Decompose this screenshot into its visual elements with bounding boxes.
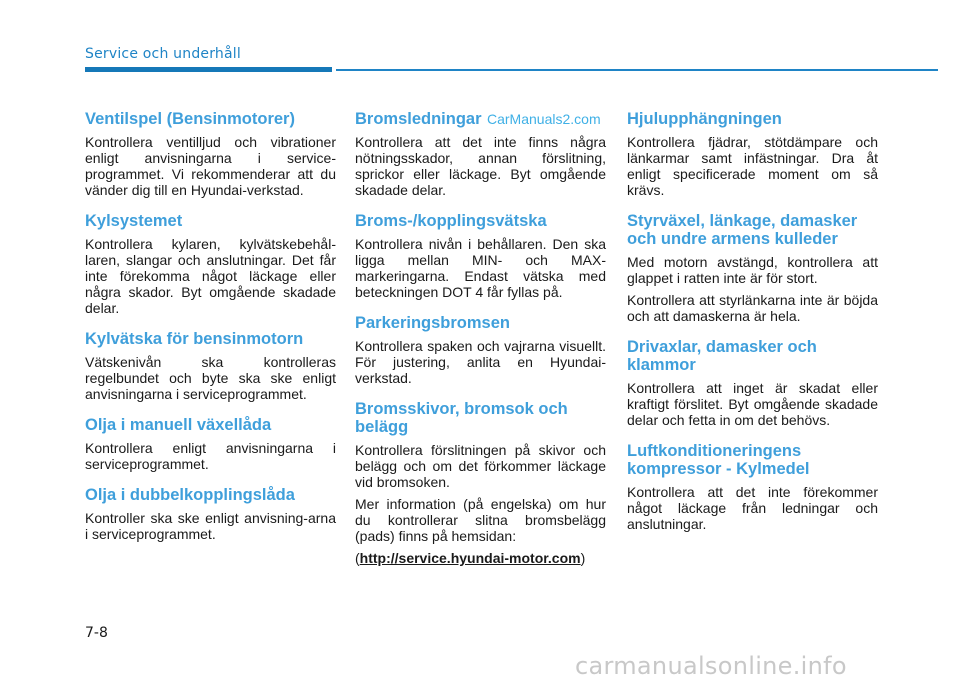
page-number: 7-8 (85, 625, 108, 641)
section-heading: Bromsledningar (355, 110, 482, 128)
section-heading: Olja i manuell växellåda (85, 416, 272, 434)
section-ventilspel (85, 110, 336, 198)
section-text: Kontrollera att det inte finns några nötningsskador, annan förslitning, sprickor eller läckage. Byt omgående skadade delar. (355, 134, 606, 198)
section-heading: Luftkonditioneringens kompressor - Kylmedel (627, 442, 810, 478)
section-manuell-vaxellada (85, 416, 336, 472)
section-kylvatska (85, 330, 336, 402)
service-link[interactable]: http://service.hyundai-motor.com (359, 550, 581, 566)
section-kylsystemet (85, 212, 336, 316)
section-heading: Parkeringsbromsen (355, 314, 510, 332)
section-title: Service och underhåll (85, 46, 241, 62)
section-text: Med motorn avstängd, kontrollera att glappet i ratten inte är för stort. (627, 254, 878, 286)
section-heading: Ventilspel (Bensinmotorer) (85, 110, 295, 128)
section-hjulupphangningen (627, 110, 878, 198)
section-text: Kontrollera att styrlänkarna inte är böjda och att damaskerna är hela. (627, 292, 878, 324)
section-text: Kontrollera enligt anvisningarna i serviceprogrammet. (85, 440, 336, 472)
section-text: Kontrollera förslitningen på skivor och belägg och om det förkommer läckage vid bromsoken. (355, 442, 606, 490)
section-bromsskivor (355, 400, 606, 566)
section-text: Kontrollera fjädrar, stötdämpare och länkarmar samt infästningar. Dra åt enligt specificerade moment om så krävs. (627, 134, 878, 198)
section-heading: Bromsskivor, bromsok och belägg (355, 400, 568, 436)
section-dubbelkopplingslada (85, 486, 336, 542)
column-1 (85, 110, 336, 556)
section-text: Kontrollera att det inte förekommer något läckage från ledningar och anslutningar. (627, 484, 878, 532)
section-styrvaxel (627, 212, 878, 324)
section-heading: Olja i dubbelkopplingslåda (85, 486, 295, 504)
header-bar-accent (85, 67, 332, 72)
section-heading: Hjulupphängningen (627, 110, 782, 128)
section-text: Mer information (på engelska) om hur du kontrollerar slitna bromsbelägg (pads) finns på hemsidan: (355, 496, 606, 544)
section-luftkonditionering (627, 442, 878, 532)
link-line (355, 550, 606, 566)
section-text: Kontrollera att inget är skadat eller kraftigt förslitet. Byt omgående skadade delar och fetta in om det behövs. (627, 380, 878, 428)
section-text: Kontrollera nivån i behållaren. Den ska ligga mellan MIN- och MAX-markeringarna. Endast vätska med beteckningen DOT 4 får fyllas på. (355, 236, 606, 300)
watermark-carmanuals2: CarManuals2.com (484, 111, 604, 127)
section-heading: Styrväxel, länkage, damasker och undre armens kulleder (627, 212, 858, 248)
section-bromsvatska (355, 212, 606, 300)
section-heading: Kylvätska för bensinmotorn (85, 330, 304, 348)
link-open-paren: ( (355, 550, 360, 566)
column-2 (355, 110, 606, 580)
section-drivaxlar (627, 338, 878, 428)
section-text: Kontroller ska ske enligt anvisning-arna i serviceprogrammet. (85, 510, 336, 542)
link-close-paren: ) (580, 550, 586, 566)
section-parkeringsbromsen (355, 314, 606, 386)
column-3 (627, 110, 878, 546)
section-heading: Kylsystemet (85, 212, 183, 230)
section-text: Kontrollera kylaren, kylvätskebehål-laren, slangar och anslutningar. Det får inte förekomma något läckage eller några skador. Byt omgående skadade delar. (85, 236, 336, 316)
section-text: Kontrollera spaken och vajrarna visuellt. För justering, anlita en Hyundai-verkstad. (355, 338, 606, 386)
section-heading: Drivaxlar, damasker och klammor (627, 338, 817, 374)
section-text: Vätskenivån ska kontrolleras regelbundet och byte ska ske enligt anvisningarna i serviceprogrammet. (85, 354, 336, 402)
section-text: Kontrollera ventilljud och vibrationer enligt anvisningarna i service-programmet. Vi rekommenderar att du vänder dig till en Hyundai-verkstad. (85, 134, 336, 198)
header-rule (336, 69, 938, 71)
section-heading: Broms-/kopplingsvätska (355, 212, 547, 230)
watermark-carmanualsonline: carmanualsonline.info (575, 652, 847, 680)
